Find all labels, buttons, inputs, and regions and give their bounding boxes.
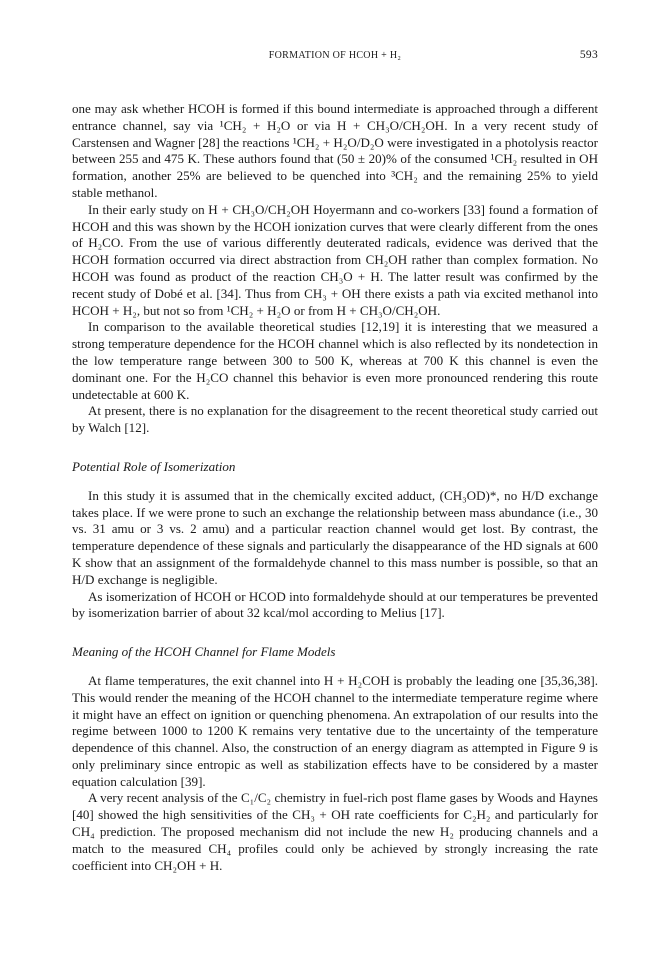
paragraph-continued: one may ask whether HCOH is formed if this bound intermediate is approached through a different entrance channel, say via ¹CH₂ + H₂O or via H + CH₃O/CH₂OH. In a very recent study of Carstensen and Wagner [28] the reactions ¹CH₂ + H₂O/D₂O were investigated in a photolysis reactor between 255 and 475 K. These authors found that (50 ± 20)% of the consumed ¹CH₂ resulted in OH formation, another 25% are believed to be quenched into ³CH₂ and the remaining 25% to yield stable methanol. — [72, 101, 598, 200]
paragraph-walch-disagreement: At present, there is no explanation for the disagreement to the recent theoretical study carried out by Walch [12]. — [72, 403, 598, 436]
paragraph-theoretical-comparison: In comparison to the available theoretical studies [12,19] it is interesting that we measured a strong temperature dependence for the HCOH channel which is also reflected by its nondetection in the low temperature range between 300 to 500 K, whereas at 700 K this channel is even the dominant one. For the H₂CO channel this behavior is even more pronounced rendering this route undetectable at 600 K. — [72, 319, 598, 402]
paragraph-flame-temperatures: At flame temperatures, the exit channel into H + H₂COH is probably the leading one [35,36,38]. This would render the meaning of the HCOH channel to the intermediate temperature regime where it might have an effect on ignition or quenching phenomena. An extrapolation of our results into the regime between 1000 to 1200 K remains very tentative due to the uncertainty of the temperature dependence of this channel. Also, the construction of an energy diagram as attempted in Figure 9 is only preliminary since entropic as well as stabilization effects have to be considered by a master equation calculation [39]. — [72, 672, 598, 789]
section-heading-isomerization: Potential Role of Isomerization — [72, 458, 236, 474]
paragraph-woods-haynes: A very recent analysis of the C₁/C₂ chemistry in fuel-rich post flame gases by Woods and Haynes [40] showed the high sensitivities of the CH₃ + OH rate coefficients for C₂H₂ and particularly for CH₄ prediction. The proposed mechanism did not include the new H₂ producing channels and a match to the measured CH₄ profiles could only be achieved by strongly increasing the rate coefficient into CH₂OH + H. — [72, 790, 598, 873]
paragraph-hd-exchange: In this study it is assumed that in the chemically excited adduct, (CH₃OD)*, no H/D exchange takes place. If we were prone to such an exchange the relationship between mass abundance (i.e., 30 vs. 31 amu or 3 vs. 2 amu) and a particular reaction channel would get lost. By contrast, the temperature dependence of these signals and particularly the disappearance of the HD signals at 600 K show that an assignment of the formaldehyde channel to this mass number is possible, so that an H/D exchange is negligible. — [72, 487, 598, 587]
paragraph-hoyermann-study: In their early study on H + CH₃O/CH₂OH Hoyermann and co-workers [33] found a formation of HCOH and this was shown by the HCOH ionization curves that were clearly different from the ones of H₂CO. From the use of various differently deuterated radicals, evidence was derived that the HCOH formation occurred via direct abstraction from CH₂OH rather than complex formation. No HCOH was found as product of the reaction CH₃O + H. The latter result was confirmed by the recent study of Dobé et al. [34]. Thus from CH₃ + OH there exists a path via excited methanol into HCOH + H₂, but not so from ¹CH₂ + H₂O or from H + CH₃O/CH₂OH. — [72, 201, 598, 318]
page-number: 593 — [579, 49, 598, 61]
section-heading-flame-models: Meaning of the HCOH Channel for Flame Models — [72, 644, 336, 660]
running-title: FORMATION OF HCOH + H₂ — [268, 50, 402, 61]
article-body — [72, 101, 598, 874]
paragraph-isomerization-barrier: As isomerization of HCOH or HCOD into formaldehyde should at our temperatures be prevented by isomerization barrier of about 32 kcal/mol according to Melius [17]. — [72, 588, 598, 621]
